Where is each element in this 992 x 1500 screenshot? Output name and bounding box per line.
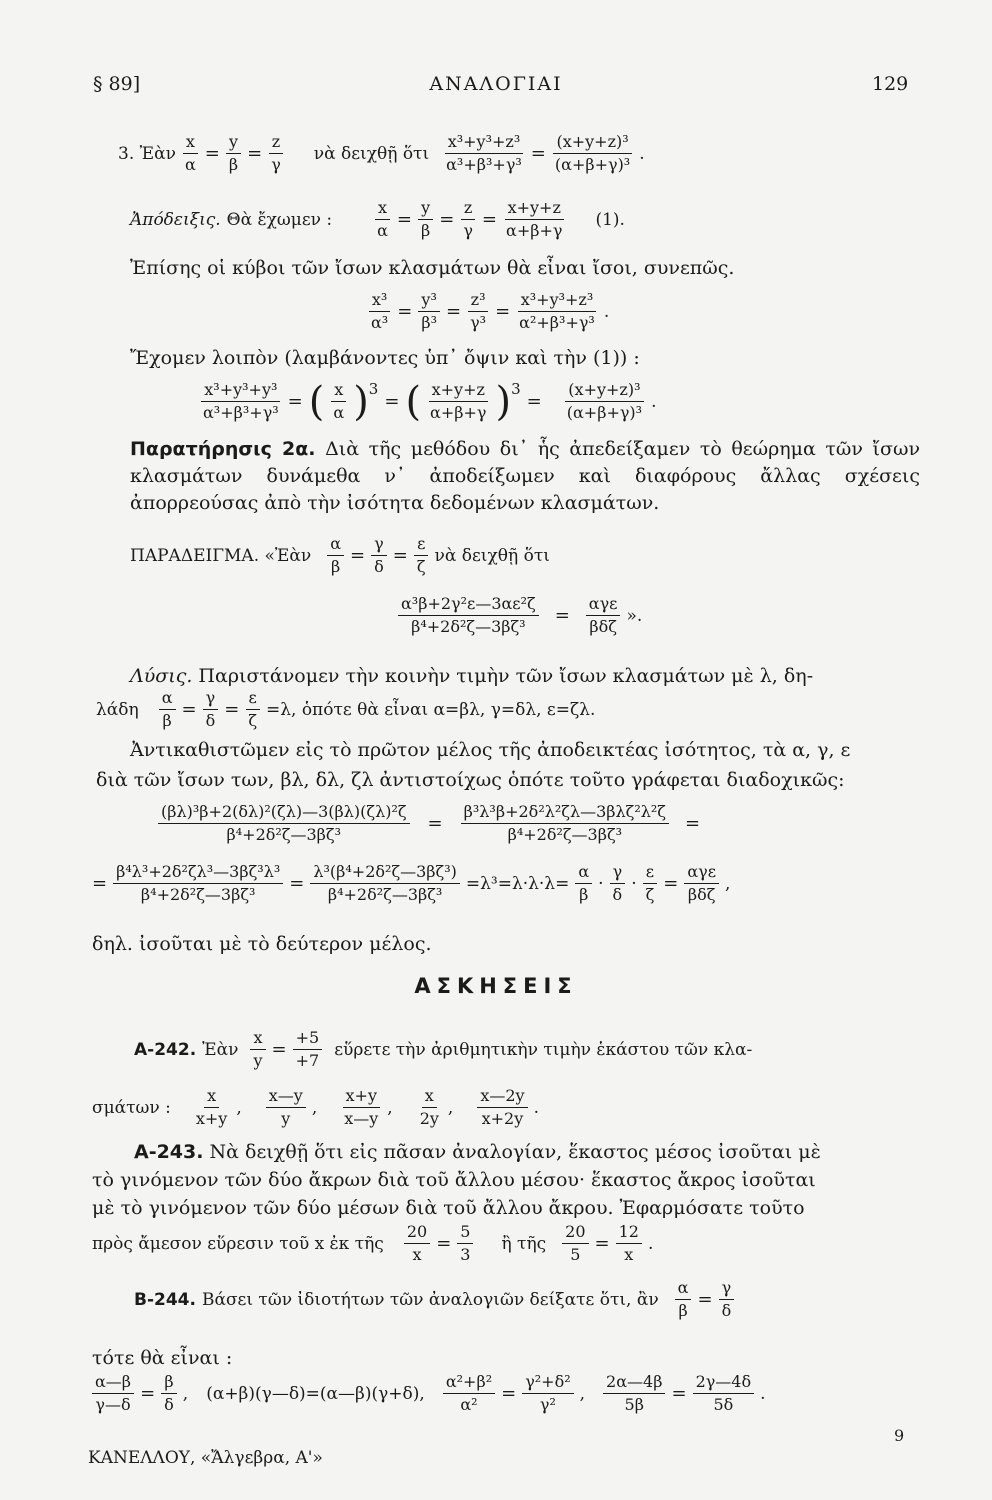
fraction (522, 1372, 573, 1415)
denominator: 3 (460, 1245, 471, 1264)
fraction (552, 132, 633, 175)
numerator: (x+y+z)³ (553, 132, 631, 154)
fraction (266, 1086, 306, 1129)
numerator: α²+β² (443, 1372, 495, 1394)
numerator: α (159, 688, 176, 710)
fraction (503, 198, 565, 241)
fraction (616, 1222, 642, 1265)
denominator: γ² (539, 1395, 556, 1414)
remark (130, 436, 920, 517)
numerator: 20 (562, 1222, 588, 1244)
numerator: γ²+δ² (522, 1372, 573, 1394)
denominator: β⁴+2δ²ζ—3βζ³ (411, 617, 526, 636)
fraction (575, 862, 592, 905)
fraction (158, 802, 410, 845)
denominator: β⁴+2δ²ζ—3βζ³ (507, 825, 623, 844)
denominator: δ (721, 1301, 732, 1320)
numerator: λ³(β⁴+2δ²ζ—3βζ³) (310, 862, 460, 884)
equation-label: (1). (595, 209, 625, 230)
numerator: αγε (684, 862, 719, 884)
exercise-a243-line-2: τὸ γινόμενον τῶν δύο ἄκρων διὰ τοῦ ἄλλου μέσου· ἕκαστος ἄκρος ἰσοῦται (92, 1169, 816, 1191)
denominator: +7 (295, 1051, 320, 1070)
denominator: α (377, 221, 388, 240)
fraction (562, 1222, 588, 1265)
numerator: x³+y³+y³ (201, 380, 280, 402)
numerator: 12 (616, 1222, 642, 1244)
fraction (245, 688, 260, 731)
numerator: γ (719, 1278, 735, 1300)
numerator: x (183, 132, 198, 154)
numerator: (βλ)³β+2(δλ)²(ζλ)—3(βλ)(ζλ)²ζ (158, 802, 410, 824)
example-line: ΠΑΡΑΔΕΙΓΜΑ. «Ἐὰν $\frac{\alpha}{\beta}$ = $\frac{\gamma}{\delta}$ = $\frac{\varepsilon}{\zeta}$ νὰ δειχθῇ ὅτι (130, 534, 550, 576)
denominator: α³+β³+γ³ (446, 155, 522, 174)
denominator: x—y (344, 1109, 379, 1128)
fraction (193, 1086, 230, 1129)
fraction (200, 380, 282, 423)
denominator: α³+β³+γ³ (203, 403, 279, 422)
remark-text: Διὰ τῆς μεθόδου δι᾽ ἧς ἀπεδείξαμεν τὸ θεώρημα τῶν ἴσων κλασμάτων δυνάμεθα ν᾽ ἀποδείξωμεν καὶ διαφόρους ἄλλας σχέσεις ἀπορρεούσας ἀπὸ τὴν ἰσότητα δεδομένων κλασμάτων. (130, 438, 920, 514)
fraction (182, 132, 199, 175)
denominator: δ (164, 1395, 174, 1414)
exercise-b244-label: Β-244. (134, 1289, 196, 1310)
denominator: y (253, 1051, 263, 1070)
numerator: x (250, 1028, 265, 1050)
problem-3-label: 3. Ἐὰν (118, 143, 176, 164)
denominator: δ (374, 557, 384, 576)
fraction (161, 1372, 177, 1415)
denominator: βδζ (687, 885, 716, 904)
numerator: (x+y+z)³ (565, 380, 643, 402)
numerator: y (418, 198, 433, 220)
exercise-a243-line-1: Α-243. Νὰ δειχθῇ ὅτι εἰς πᾶσαν ἀναλογίαν, ἕκαστος μέσος ἰσοῦται μὲ (134, 1141, 821, 1163)
final-equation: $\frac{\text{x³+y³+y³}}{\text{α³+β³+γ³}}$ = ( $\frac{x}{\alpha}$ ) 3 = ( $\frac{x+y+z}{\alpha+\beta+\gamma}$ ) 3 = $\frac{\text{(x+y+z)³}}{\text{(α+β+γ)³}}$ . (200, 380, 656, 423)
footer-sheet-number: 9 (894, 1426, 905, 1445)
exercise-a242-label: Α-242. (134, 1039, 197, 1060)
numerator: β⁴λ³+2δ²ζλ³—3βζ³λ³ (113, 862, 283, 884)
exercise-a242-fractions: σμάτων : $\frac{x}{x+y}$ , $\frac{x—y}{y}$ , $\frac{x+y}{x—y}$ , $\frac{x}{2y}$ , $\frac{x—2y}{x+2y}$ . (92, 1086, 539, 1128)
denominator: β³ (421, 313, 437, 332)
substitution-equation-2: = $\frac{\text{β⁴λ³+2δ²ζλ³—3βζ³λ³}}{\text{β⁴+2δ²ζ—3βζ³}}$ = $\frac{\text{λ³(β⁴+2δ²ζ—3βζ³)}}{\text{β⁴+2δ²ζ—3βζ³}}$ =λ³=λ·λ·λ= $\frac{\alpha}{\beta}$ · $\frac{\gamma}{\delta}$ · $\frac{\varepsilon}{\zeta}$ = $\frac{\text{αγε}}{\text{βδζ}}$ , (92, 862, 731, 904)
numerator: x (331, 380, 346, 402)
remark-label: Παρατήρησις 2α. (130, 438, 316, 460)
fraction (467, 290, 489, 333)
numerator: x—2y (477, 1086, 527, 1108)
numerator: α—β (92, 1372, 134, 1394)
fraction (603, 1372, 665, 1415)
denominator: γ (463, 221, 473, 240)
fraction (516, 290, 598, 333)
page-title: ΑΝΑΛΟΓΙΑΙ (429, 73, 563, 95)
denominator: β⁴+2δ²ζ—3βζ³ (226, 825, 341, 844)
numerator: +5 (293, 1028, 323, 1050)
fraction (374, 198, 391, 241)
numerator: x (375, 198, 390, 220)
page-number: 129 (872, 73, 909, 95)
numerator: α (327, 534, 344, 556)
numerator: α³β+2γ²ε—3αε²ζ (398, 594, 539, 616)
fraction (398, 594, 539, 637)
denominator: x+2y (481, 1109, 524, 1128)
denominator: γ (271, 155, 281, 174)
fraction (371, 534, 387, 577)
denominator: α (333, 403, 345, 422)
example-equation: $\frac{\text{α³β+2γ²ε—3αε²ζ}}{\text{β⁴+2δ²ζ—3βζ³}}$ = $\frac{\text{αγε}}{\text{βδζ}}$ ». (398, 594, 642, 637)
denominator: α² (460, 1395, 478, 1414)
numerator: x—y (266, 1086, 306, 1108)
proof-label: Ἀπόδειξις. (130, 209, 221, 230)
show-text: νὰ δειχθῇ ὅτι (313, 143, 430, 164)
numerator: γ (203, 688, 219, 710)
footer-book-title: ΚΑΝΕΛΛΟΥ, «Ἄλγεβρα, Α'» (88, 1448, 323, 1468)
numerator: αγε (586, 594, 621, 616)
solution-line-2: λάδη $\frac{\alpha}{\beta}$ = $\frac{\gamma}{\delta}$ = $\frac{\varepsilon}{\zeta}$ =λ, ὁπότε θὰ εἶναι α=βλ, γ=δλ, ε=ζλ. (96, 688, 596, 730)
denominator: (α+β+γ)³ (566, 403, 643, 422)
numerator: x+y+z (505, 198, 564, 220)
solution-conclusion: δηλ. ἰσοῦται μὲ τὸ δεύτερον μέλος. (92, 933, 432, 955)
denominator: β⁴+2δ²ζ—3βζ³ (327, 885, 443, 904)
numerator: x+y (343, 1086, 380, 1108)
numerator: γ (371, 534, 387, 556)
numerator: x³+y³+z³ (445, 132, 524, 154)
denominator: β (421, 221, 431, 240)
numerator: x³+y³+z³ (518, 290, 597, 312)
numerator: 20 (404, 1222, 430, 1244)
numerator: x (422, 1086, 437, 1108)
denominator: 5β (624, 1395, 644, 1414)
numerator: ε (414, 534, 428, 556)
numerator: z³ (468, 290, 489, 312)
cubes-equation: $\frac{\text{x³}}{\text{α³}}$ = $\frac{\text{y³}}{\text{β³}}$ = $\frac{\text{z³}}{\text{γ³}}$ = $\frac{\text{x³+y³+z³}}{\text{α²+β³+γ³}}$ . (368, 290, 609, 333)
fraction (461, 802, 669, 845)
fraction (310, 862, 460, 905)
denominator: ζ (645, 885, 655, 904)
problem-3: 3. Ἐὰν $\frac{x}{\alpha}$ = $\frac{y}{\beta}$ = $\frac{z}{\gamma}$ νὰ δειχθῇ ὅτι $\frac{\text{x³+y³+z³}}{\text{α³+β³+γ³}}$ = $\frac{\text{(x+y+z)³}}{\text{(α+β+γ)³}}$ . (118, 132, 645, 174)
fraction (250, 1028, 265, 1071)
exercises-heading: ΑΣΚΗΣΕΙΣ (414, 974, 578, 998)
proof-line-3: Ἔχομεν λοιπὸν (λαμβάνοντες ὑπ᾽ ὄψιν καὶ τὴν (1)) : (130, 347, 640, 369)
fraction (159, 688, 176, 731)
fraction (460, 198, 476, 241)
fraction (293, 1028, 323, 1071)
fraction (226, 132, 241, 175)
fraction (427, 380, 489, 423)
denominator: β (678, 1301, 688, 1320)
denominator: δ (205, 711, 216, 730)
numerator: 2α—4β (603, 1372, 665, 1394)
denominator: δ (612, 885, 623, 904)
fraction (610, 862, 626, 905)
denominator: βδζ (589, 617, 617, 636)
denominator: β (579, 885, 589, 904)
example-label: ΠΑΡΑΔΕΙΓΜΑ. «Ἐὰν (130, 545, 312, 566)
denominator: 5δ (713, 1395, 734, 1414)
substitution-line-2: διὰ τῶν ἴσων των, βλ, δλ, ζλ ἀντιστοίχως ὁπότε τοῦτο γράφεται διαδοχικῶς: (96, 769, 845, 791)
substitution-line-1: Ἀντικαθιστῶμεν εἰς τὸ πρῶτον μέλος τῆς ἀποδεικτέας ἰσότητος, τὰ α, γ, ε (130, 739, 851, 761)
fraction (675, 1278, 692, 1321)
numerator: ε (246, 688, 260, 710)
denominator: α³ (371, 313, 389, 332)
fraction (330, 380, 347, 423)
substitution-equation-1: $\frac{\text{(βλ)³β+2(δλ)²(ζλ)—3(βλ)(ζλ)²ζ}}{\text{β⁴+2δ²ζ—3βζ³}}$ = $\frac{\text{β³λ³β+2δ²λ²ζλ—3βλζ²λ²ζ}}{\text{β⁴+2δ²ζ—3βζ³}}$ = (158, 802, 700, 845)
exercise-b244-line-2: τότε θὰ εἶναι : (92, 1347, 233, 1369)
numerator: α (675, 1278, 692, 1300)
fraction (417, 1086, 442, 1129)
numerator: γ (610, 862, 626, 884)
proof-line-2: Ἐπίσης οἱ κύβοι τῶν ἴσων κλασμάτων θὰ εἶναι ἴσοι, συνεπῶς. (130, 257, 735, 279)
denominator: x (624, 1245, 634, 1264)
fraction (418, 198, 433, 241)
fraction (477, 1086, 527, 1129)
fraction (414, 534, 429, 577)
denominator: x+y (195, 1109, 228, 1128)
fraction (341, 1086, 381, 1129)
solution-line-1: Λύσις. Παριστάνομεν τὴν κοινὴν τιμὴν τῶν ἴσων κλασμάτων μὲ λ, δη- (130, 665, 814, 687)
denominator: γ³ (470, 313, 487, 332)
numerator: 2γ—4δ (693, 1372, 755, 1394)
numerator: 5 (457, 1222, 473, 1244)
denominator: β (162, 711, 172, 730)
denominator: 5 (570, 1245, 581, 1264)
denominator: β (228, 155, 239, 174)
fraction (368, 290, 391, 333)
fraction (418, 290, 440, 333)
denominator: α²+β³+γ³ (519, 313, 595, 332)
denominator: α (184, 155, 196, 174)
numerator: x+y+z (429, 380, 488, 402)
fraction (684, 862, 719, 905)
fraction (327, 534, 344, 577)
proof-line-1: Ἀπόδειξις. Θὰ ἔχωμεν : $\frac{x}{\alpha}$ = $\frac{y}{\beta}$ = $\frac{z}{\gamma}$ = $\frac{x+y+z}{\alpha+\beta+\gamma}$ (1). (130, 198, 625, 240)
fraction (203, 688, 219, 731)
fraction (404, 1222, 430, 1265)
solution-label: Λύσις. (130, 665, 193, 687)
numerator: α (575, 862, 592, 884)
numerator: ε (643, 862, 657, 884)
exercise-a242: Α-242. Ἐὰν $\frac{x}{y}$ = $\frac{+5}{+7}$ εὕρετε τὴν ἀριθμητικὴν τιμὴν ἑκάστου τῶν κλα- (134, 1028, 753, 1070)
numerator: y (226, 132, 241, 154)
denominator: γ—δ (95, 1395, 131, 1414)
section-number: § 89] (93, 73, 141, 95)
fraction (92, 1372, 134, 1415)
denominator: ζ (248, 711, 257, 730)
denominator: β⁴+2δ²ζ—3βζ³ (140, 885, 256, 904)
fraction (113, 862, 283, 905)
fraction (564, 380, 645, 423)
numerator: y³ (418, 290, 439, 312)
denominator: α+β+γ (506, 221, 563, 240)
denominator: y (281, 1109, 291, 1128)
exercise-b244-line-1: Β-244. Βάσει τῶν ἰδιοτήτων τῶν ἀναλογιῶν δείξατε ὅτι, ἂν $\frac{\alpha}{\beta}$ = $\frac{\gamma}{\delta}$ (134, 1278, 734, 1321)
fraction (586, 594, 621, 637)
numerator: x³ (369, 290, 390, 312)
exercise-a243-label: Α-243. (134, 1141, 204, 1163)
fraction (443, 132, 525, 175)
numerator: β³λ³β+2δ²λ²ζλ—3βλζ²λ²ζ (461, 802, 669, 824)
fraction (268, 132, 284, 175)
exercise-a243-line-3: μὲ τὸ γινόμενον τῶν δύο μέσων διὰ τοῦ ἄλλου ἄκρου. Ἐφαρμόσατε τοῦτο (92, 1197, 805, 1219)
fraction (443, 1372, 495, 1415)
numerator: β (161, 1372, 176, 1394)
numerator: z (461, 198, 475, 220)
fraction (719, 1278, 735, 1321)
denominator: ζ (416, 557, 426, 576)
numerator: x (204, 1086, 219, 1108)
exercise-b244-equations: $\frac{\alpha—\beta}{\gamma—\delta}$ = $\frac{\beta}{\delta}$ , (α+β)(γ—δ)=(α—β)(γ+δ), $\frac{\text{α²+β²}}{\text{α²}}$ = $\frac{\text{γ²+δ²}}{\text{γ²}}$ , $\frac{2\alpha—4\beta}{5\beta}$ = $\frac{2\gamma—4\delta}{5\delta}$ . (92, 1372, 766, 1415)
fraction (643, 862, 658, 905)
exercise-a243-line-4: πρὸς ἄμεσον εὕρεσιν τοῦ x ἐκ τῆς $\frac{20}{x}$ = $\frac{5}{3}$ ἢ τῆς $\frac{20}{5}$ = $\frac{12}{x}$ . (92, 1222, 654, 1264)
denominator: 2y (419, 1109, 439, 1128)
denominator: β (331, 557, 341, 576)
denominator: x (412, 1245, 422, 1264)
denominator: (α+β+γ)³ (554, 155, 631, 174)
denominator: α+β+γ (430, 403, 487, 422)
fraction (693, 1372, 755, 1415)
fraction (457, 1222, 473, 1265)
numerator: z (269, 132, 283, 154)
